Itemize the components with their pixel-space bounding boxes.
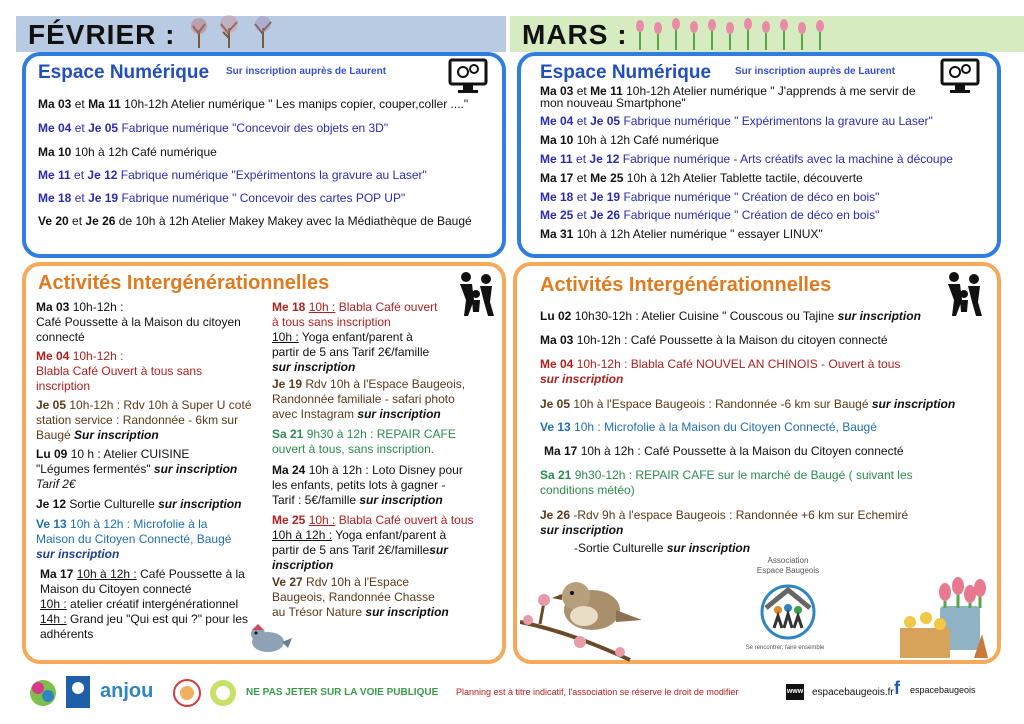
activites-february-title: Activités Intergénérationnelles [38, 272, 330, 294]
numerique-february-title: Espace Numérique [38, 62, 210, 83]
facebook-icon: f [894, 678, 900, 698]
fev-act-ve27: Ve 27 Rdv 10h à l'Espace Baugeois, Randonnée Chasse au Trésor Nature sur inscription [272, 575, 449, 619]
fev-act-je19: Je 19 Rdv 10h à l'Espace Baugeois, Randonnée familiale - safari photo avec Instagram sur inscription [272, 377, 466, 421]
anjou-logo: anjou [100, 680, 154, 702]
flower-pot-icon [890, 574, 1000, 664]
num-mars-line-4: Me 11 et Je 12 Fabrique numérique - Arts créatifs avec la machine à découpe [540, 152, 953, 166]
mars-act-me04: Me 04 10h-12h : Blabla Café NOUVEL AN CHINOIS - Ouvert à tous sur inscription [540, 357, 901, 386]
fev-act-me04: Me 04 10h-12h : Blabla Café Ouvert à tous sans inscription [36, 349, 203, 393]
num-fev-line-6: Ve 20 et Je 26 de 10h à 12h Atelier Makey Makey avec la Médiathèque de Baugé [38, 214, 472, 228]
mars-act-sortie: -Sortie Culturelle sur inscription [574, 541, 751, 555]
facebook-link[interactable]: espacebaugeois [910, 685, 976, 695]
num-mars-line-7: Me 25 et Je 26 Fabrique numérique " Création de déco en bois" [540, 208, 880, 222]
num-fev-line-4: Me 11 et Je 12 Fabrique numérique "Expérimentons la gravure au Laser" [38, 168, 427, 182]
month-title-february: FÉVRIER : [28, 19, 176, 50]
mars-act-lu02: Lu 02 10h30-12h : Atelier Cuisine " Couscous ou Tajine sur inscription [540, 309, 921, 323]
numerique-february-subtitle: Sur inscription auprès de Laurent [226, 66, 387, 77]
ne-pas-jeter-text: NE PAS JETER SUR LA VOIE PUBLIQUE [246, 687, 439, 698]
fev-act-sa21: Sa 21 9h30 à 12h : REPAIR CAFE ouvert à tous, sans inscription. [272, 427, 456, 456]
fev-act-me25: Me 25 10h : Blabla Café ouvert à tous 10h à 12h : Yoga enfant/parent à partir de 5 ans Tarif 2€/famillesur inscription [272, 513, 474, 572]
num-fev-line-2: Me 04 et Je 05 Fabrique numérique "Concevoir des objets en 3D" [38, 121, 389, 135]
ccas-logo-2 [208, 678, 238, 708]
tulips-icon [628, 14, 828, 50]
num-fev-line-3: Ma 10 10h à 12h Café numérique [38, 145, 217, 159]
bird-icon [244, 620, 294, 656]
fev-act-je12: Je 12 Sortie Culturelle sur inscription [36, 497, 242, 511]
num-fev-line-1: Ma 03 et Ma 11 10h-12h Atelier numérique " Les manips copier, couper,coller ...." [38, 97, 469, 111]
bird-on-branch-icon [520, 562, 650, 662]
mars-act-ve13: Ve 13 10h : Microfolie à la Maison du Citoyen Connecté, Baugé [540, 420, 877, 434]
footer [0, 676, 1024, 716]
numerique-march-title: Espace Numérique [540, 62, 712, 83]
mars-act-ma17: Ma 17 10h à 12h : Café Poussette à la Maison du Citoyen connecté [544, 444, 904, 458]
fev-act-ve13: Ve 13 10h à 12h : Microfolie à la Maison du Citoyen Connecté, Baugé sur inscription [36, 517, 232, 561]
fev-act-je05: Je 05 10h-12h : Rdv 10h à Super U coté station service : Randonnée - 6km sur Baugé Sur inscription [36, 398, 252, 442]
fev-act-ma03: Ma 03 10h-12h : Café Poussette à la Maison du citoyen connecté [36, 300, 241, 344]
num-mars-line-8: Ma 31 10h à 12h Atelier numérique " essayer LINUX" [540, 227, 823, 241]
assoc-tagline: Se rencontrer, faire ensemble [745, 645, 825, 651]
assoc-name: Association Espace Baugeois [756, 556, 820, 575]
num-mars-line-3: Ma 10 10h à 12h Café numérique [540, 133, 719, 147]
planning-disclaimer: Planning est à titre indicatif, l'association se réserve le droit de modifier [456, 687, 739, 697]
num-mars-line-6: Me 18 et Je 19 Fabrique numérique " Création de déco en bois" [540, 190, 880, 204]
mars-act-ma03: Ma 03 10h-12h : Café Poussette à la Maison du citoyen connecté [540, 333, 888, 347]
num-mars-line-1b: mon nouveau Smartphone" [540, 96, 686, 110]
mars-act-je26: Je 26 -Rdv 9h à l'espace Baugeois : Randonnée +6 km sur Echemiré sur inscription [540, 508, 909, 537]
website-link[interactable]: espacebaugeois.fr [812, 687, 894, 698]
month-title-march: MARS : [522, 19, 628, 50]
caf-logo [66, 676, 90, 708]
fev-act-ma24: Ma 24 10h à 12h : Loto Disney pour les enfants, petits lots à gagner - Tarif : 5€/famille sur inscription [272, 463, 463, 507]
fev-act-me18: Me 18 10h : Blabla Café ouvert à tous sans inscription 10h : Yoga enfant/parent à partir de 5 ans Tarif 2€/famille sur inscription [272, 300, 438, 374]
www-icon: www [786, 684, 804, 700]
computer-gears-icon [448, 58, 488, 94]
num-mars-line-1: Ma 03 et Me 11 10h-12h Atelier numérique " J'apprends à me servir de [540, 84, 916, 98]
numerique-march-subtitle: Sur inscription auprès de Laurent [735, 66, 896, 77]
winter-trees-icon [185, 14, 285, 50]
num-mars-line-5: Ma 17 et Me 25 10h à 12h Atelier Tablette tactile, découverte [540, 171, 863, 185]
assoc-logo [756, 580, 820, 640]
fev-act-lu09: Lu 09 10 h : Atelier CUISINE "Légumes fermentés" sur inscription Tarif 2€ [36, 447, 238, 491]
num-fev-line-5: Me 18 et Je 19 Fabrique numérique " Concevoir des cartes POP UP" [38, 191, 406, 205]
computer-gears-icon [940, 58, 980, 94]
bauge-en-anjou-logo [28, 678, 58, 708]
mars-act-je05: Je 05 10h à l'Espace Baugeois : Randonnée -6 km sur Baugé sur inscription [540, 397, 956, 411]
family-icon [940, 270, 986, 318]
activites-march-title: Activités Intergénérationnelles [540, 274, 832, 296]
num-mars-line-2: Me 04 et Je 05 Fabrique numérique " Expérimentons la gravure au Laser" [540, 114, 933, 128]
ccas-logo-1 [172, 678, 202, 708]
mars-act-sa21: Sa 21 9h30-12h : REPAIR CAFE sur le marché de Baugé ( suivant les conditions météo) [540, 468, 913, 497]
fev-act-ma17: Ma 17 10h à 12h : Café Poussette à la Maison du Citoyen connecté 10h : atelier créatif intergénérationnel 14h : Grand jeu "Qui est qui ?" pour les adhérents [40, 567, 248, 641]
